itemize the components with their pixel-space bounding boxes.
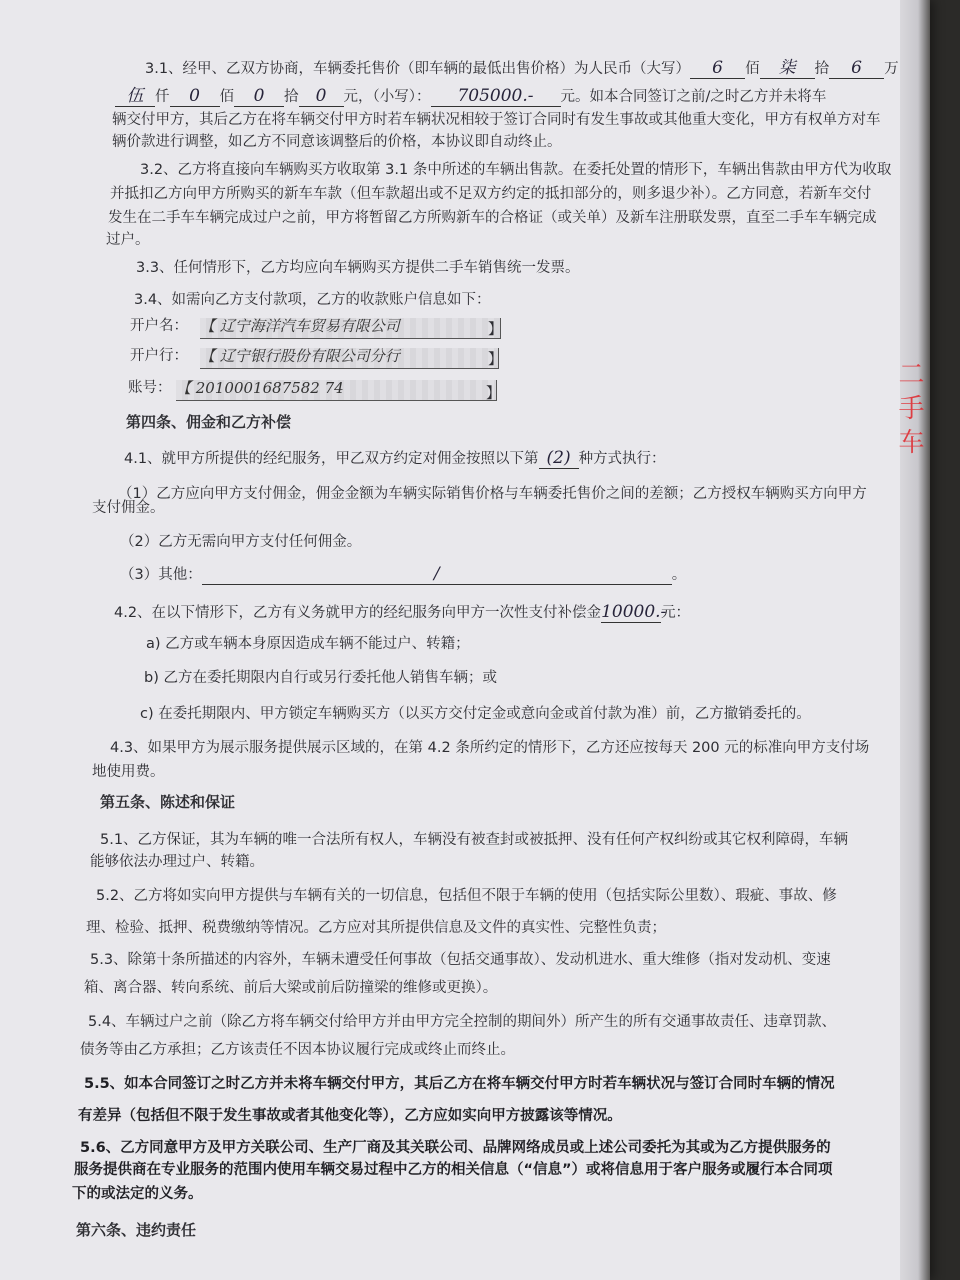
amount-ten-thousands-field: 6 bbox=[829, 58, 884, 79]
amount-tens-2-field: 0 bbox=[234, 86, 284, 107]
clause-3-3: 3.3、任何情形下，乙方均应向车辆购买方提供二手车销售统一发票。 bbox=[136, 260, 580, 276]
clause-5-5-line-2: 有差异（包括但不限于发生事故或者其他变化等），乙方应如实向甲方披露该等情况。 bbox=[78, 1108, 622, 1124]
amount-thousands-field: 伍 bbox=[115, 86, 155, 107]
clause-3-1-line-3: 辆交付甲方，其后乙方在将车辆交付甲方时若车辆状况相较于签订合同时有发生事故或其他重大变化，甲方有权单方对车 bbox=[112, 112, 881, 128]
amount-yuan-field: 0 bbox=[299, 86, 344, 107]
clause-5-3-line-1: 5.3、除第十条所描述的内容外，车辆未遭受任何事故（包括交通事故）、发动机进水、重大维修（指对发动机、变速 bbox=[90, 952, 831, 968]
clause-4-2: 4.2、在以下情形下，乙方有义务就甲方的经纪服务向甲方一次性支付补偿金10000.-元： bbox=[114, 602, 691, 622]
compensation-amount-field: 10000.- bbox=[601, 602, 667, 622]
account-bank-value: 【 辽宁银行股份有限公司分行 bbox=[200, 347, 400, 365]
amount-hundreds-field: 6 bbox=[690, 58, 745, 79]
clause-5-1-line-1: 5.1、乙方保证，其为车辆的唯一合法所有权人，车辆没有被查封或被抵押、没有任何产权纠纷或其它权利障碍，车辆 bbox=[100, 832, 849, 848]
article-5-title: 第五条、陈述和保证 bbox=[100, 793, 236, 811]
clause-4-1: 4.1、就甲方所提供的经纪服务，甲乙双方约定对佣金按照以下第 (2) 种方式执行： bbox=[124, 448, 666, 468]
option-3: （3）其他： / 。 bbox=[120, 564, 687, 584]
option-1-line-1: （1）乙方应向甲方支付佣金，佣金金额为车辆实际销售价格与车辆委托售价之间的差额；乙方授权车辆购买方向甲方 bbox=[118, 486, 867, 502]
account-name-close: 】 bbox=[488, 322, 503, 338]
clause-5-1-line-2: 能够依法办理过户、转籍。 bbox=[90, 854, 264, 870]
clause-5-2-line-1: 5.2、乙方将如实向甲方提供与车辆有关的一切信息，包括但不限于车辆的使用（包括实际公里数）、瑕疵、事故、修 bbox=[96, 888, 837, 904]
clause-5-3-line-2: 箱、离合器、转向系统、前后大梁或前后防撞梁的维修或更换）。 bbox=[84, 980, 498, 996]
clause-4-3-line-1: 4.3、如果甲方为展示服务提供展示区域的，在第 4.2 条所约定的情形下，乙方还应按每天 200 元的标准向甲方支付场 bbox=[110, 740, 870, 756]
clause-5-4-line-1: 5.4、车辆过户之前（除乙方将车辆交付给甲方并由甲方完全控制的期间外）所产生的所有交通事故责任、违章罚款、 bbox=[88, 1014, 837, 1030]
clause-3-1-line-2: 伍 仟 0 佰 0 拾 0 元，（小写）： 705000.- 元。如本合同签订之前/之时乙方并未将车 bbox=[115, 86, 826, 107]
account-name-value: 【 辽宁海洋汽车贸易有限公司 bbox=[200, 317, 400, 335]
red-seal-stamp: 二手车 bbox=[894, 360, 924, 462]
clause-4-2-a: a) 乙方或车辆本身原因造成车辆不能过户、转籍； bbox=[146, 636, 470, 652]
clause-4-2-c: c) 在委托期限内、甲方锁定车辆购买方（以买方交付定金或意向金或首付款为准）前，乙方撤销委托的。 bbox=[140, 706, 811, 722]
account-bank-close: 】 bbox=[488, 352, 503, 368]
clause-3-1-line-1: 3.1、经甲、乙双方协商，车辆委托售价（即车辆的最低出售价格）为人民币（大写） 6 佰 柒 拾 6 万 bbox=[145, 58, 899, 78]
clause-4-3-line-2: 地使用费。 bbox=[92, 764, 165, 780]
clause-3-4: 3.4、如需向乙方支付款项，乙方的收款账户信息如下： bbox=[134, 292, 491, 308]
clause-5-4-line-2: 债务等由乙方承担；乙方该责任不因本协议履行完成或终止而终止。 bbox=[80, 1042, 515, 1058]
clause-5-6-line-2: 服务提供商在专业服务的范围内使用车辆交易过程中乙方的相关信息（“信息”）或将信息用于客户服务或履行本合同项 bbox=[74, 1162, 833, 1178]
account-number-label: 账号： bbox=[128, 380, 172, 396]
clause-3-2-line-2: 并抵扣乙方向甲方所购买的新车车款（但车款超出或不足双方约定的抵扣部分的，则多退少补）。乙方同意，若新车交付 bbox=[110, 186, 872, 202]
account-name-label: 开户名： bbox=[130, 318, 188, 334]
clause-4-2-b: b) 乙方在委托期限内自行或另行委托他人销售车辆；或 bbox=[144, 670, 497, 686]
account-number-value: 【 2010001687582 74 bbox=[176, 379, 344, 397]
commission-option-field: (2) bbox=[539, 448, 579, 469]
option-3-field: / bbox=[202, 564, 672, 585]
account-bank-label: 开户行： bbox=[130, 348, 188, 364]
clause-5-5-line-1: 5.5、如本合同签订之时乙方并未将车辆交付甲方，其后乙方在将车辆交付甲方时若车辆状况与签订合同时车辆的情况 bbox=[84, 1076, 835, 1092]
clause-3-1-line-4: 辆价款进行调整，如乙方不同意该调整后的价格，本协议即自动终止。 bbox=[112, 134, 562, 150]
clause-3-2-line-4: 过户。 bbox=[106, 232, 150, 248]
clause-5-6-line-3: 下的或法定的义务。 bbox=[72, 1186, 203, 1202]
article-4-title: 第四条、佣金和乙方补偿 bbox=[126, 413, 292, 431]
account-number-close: 】 bbox=[486, 386, 501, 402]
article-6-title: 第六条、违约责任 bbox=[76, 1221, 197, 1239]
page-edge-shadow bbox=[894, 0, 930, 1280]
amount-hundreds-2-field: 0 bbox=[170, 86, 220, 107]
clause-5-2-line-2: 理、检验、抵押、税费缴纳等情况。乙方应对其所提供信息及文件的真实性、完整性负责； bbox=[86, 920, 666, 936]
amount-numeric-field: 705000.- bbox=[431, 86, 561, 107]
option-2: （2）乙方无需向甲方支付任何佣金。 bbox=[120, 534, 362, 550]
clause-3-2-line-1: 3.2、乙方将直接向车辆购买方收取第 3.1 条中所述的车辆出售款。在委托处置的情形下，车辆出售款由甲方代为收取 bbox=[140, 162, 892, 178]
amount-tens-field: 柒 bbox=[760, 58, 815, 79]
clause-5-6-line-1: 5.6、乙方同意甲方及甲方关联公司、生产厂商及其关联公司、品牌网络成员或上述公司委托为其或为乙方提供服务的 bbox=[80, 1140, 831, 1156]
clause-3-2-line-3: 发生在二手车车辆完成过户之前，甲方将暂留乙方所购新车的合格证（或关单）及新车注册联发票，直至二手车车辆完成 bbox=[108, 210, 877, 226]
option-1-line-2: 支付佣金。 bbox=[92, 500, 165, 516]
